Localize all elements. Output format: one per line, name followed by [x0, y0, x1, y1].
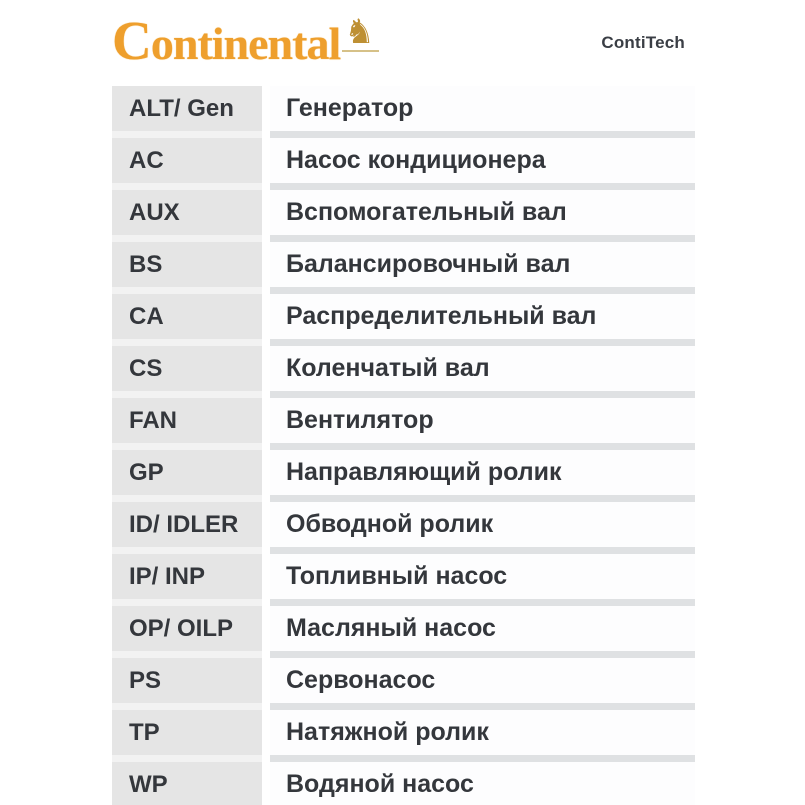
abbr-label: FAN [129, 406, 177, 434]
term-cell [270, 606, 695, 651]
abbr-label: PS [129, 666, 162, 694]
abbr-cell [112, 762, 262, 805]
term-label: Генератор [286, 94, 414, 122]
term-cell [270, 554, 695, 599]
term-cell [270, 398, 695, 443]
term-label: Направляющий ролик [286, 458, 562, 486]
abbr-cell [112, 710, 262, 755]
term-cell [270, 762, 695, 805]
abbr-cell [112, 554, 262, 599]
abbr-cell [112, 502, 262, 547]
term-cell [270, 710, 695, 755]
term-label: Масляный насос [286, 614, 496, 642]
term-cell [270, 502, 695, 547]
abbr-label: GP [129, 458, 164, 486]
abbr-label: OP/ OILP [129, 614, 234, 642]
term-cell [270, 294, 695, 339]
term-cell [270, 346, 695, 391]
contitech-wordmark: ContiTech [601, 33, 685, 52]
term-label: Натяжной ролик [286, 718, 489, 746]
term-label: Распределительный вал [286, 302, 597, 330]
abbr-label: AUX [129, 198, 180, 226]
term-label: Вентилятор [286, 406, 434, 434]
term-cell [270, 190, 695, 235]
continental-logo [112, 11, 379, 72]
term-label: Балансировочный вал [286, 250, 571, 278]
abbr-cell [112, 190, 262, 235]
abbr-cell [112, 346, 262, 391]
term-column [270, 86, 695, 805]
term-label: Коленчатый вал [286, 354, 490, 382]
abbr-cell [112, 294, 262, 339]
term-cell [270, 138, 695, 183]
abbr-label: ALT/ Gen [129, 94, 234, 122]
abbr-label: AC [129, 146, 164, 174]
term-cell [270, 242, 695, 287]
abbr-label: CA [129, 302, 164, 330]
abbr-cell [112, 242, 262, 287]
abbr-cell [112, 658, 262, 703]
term-label: Обводной ролик [286, 510, 494, 538]
abbreviation-column [112, 86, 262, 805]
header [112, 0, 695, 86]
abbr-label: BS [129, 250, 163, 278]
abbr-label: WP [129, 770, 168, 798]
abbr-cell [112, 398, 262, 443]
continental-wordmark: Continental [112, 9, 341, 71]
term-cell [270, 86, 695, 131]
term-label: Топливный насос [286, 562, 508, 590]
term-cell [270, 658, 695, 703]
horse-icon [342, 15, 378, 52]
abbr-cell [112, 86, 262, 131]
term-label: Вспомогательный вал [286, 198, 567, 226]
abbr-label: ID/ IDLER [129, 510, 239, 538]
abbr-cell [112, 450, 262, 495]
term-label: Сервонасос [286, 666, 436, 694]
abbr-label: CS [129, 354, 163, 382]
term-cell [270, 450, 695, 495]
abbr-label: TP [129, 718, 160, 746]
abbr-cell [112, 606, 262, 651]
abbr-label: IP/ INP [129, 562, 206, 590]
term-label: Насос кондиционера [286, 146, 546, 174]
abbreviation-legend-table [112, 86, 695, 805]
term-label: Водяной насос [286, 770, 474, 798]
abbr-cell [112, 138, 262, 183]
